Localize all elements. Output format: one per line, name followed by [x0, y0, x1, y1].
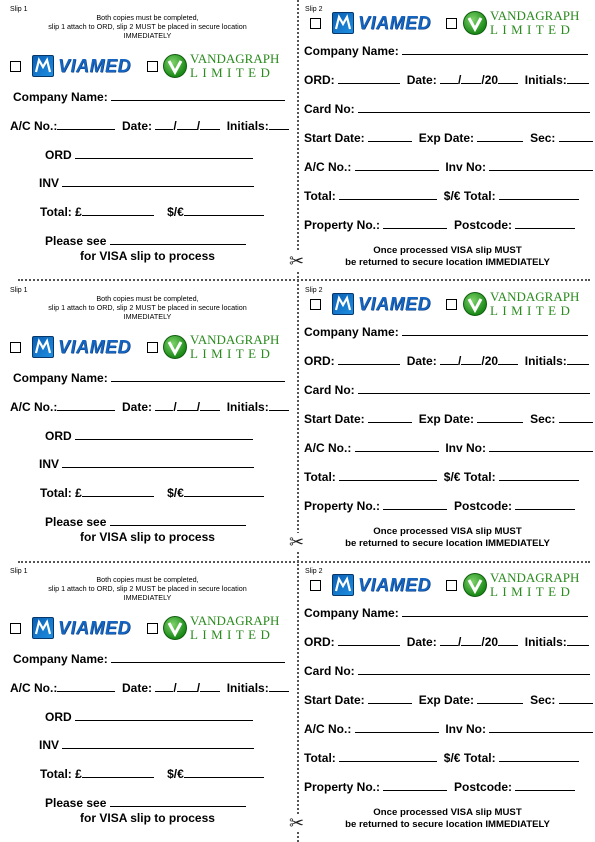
- start-exp-sec-field[interactable]: Start Date: Exp Date: Sec:: [304, 411, 593, 426]
- viamed-checkbox[interactable]: [310, 580, 321, 591]
- ac-date-initials-field[interactable]: A/C No.: Date: / / Initials:: [10, 399, 289, 414]
- ord-field[interactable]: ORD: [45, 428, 253, 443]
- vandagraph-checkbox[interactable]: [446, 299, 457, 310]
- total-field[interactable]: Total: £ $/€: [40, 204, 264, 219]
- card-number-field[interactable]: Card No:: [304, 382, 590, 397]
- viamed-badge-icon: [332, 293, 354, 315]
- ac-date-initials-field[interactable]: A/C No.: Date: / / Initials:: [10, 118, 289, 133]
- ord-date-initials-field[interactable]: ORD: Date: / /20 Initials:: [304, 353, 589, 368]
- slip-2: Slip 2 VIAMED VANDAGRAPH LIMITED Company Name: ORD: Date: / /20 Initials: Card No: Start Date: Exp Date: Sec: A/C No.: Inv No: Total: $/€ Total: Property No.: Postcode: Once processed VISA slip MUST be returned to secure location IMMEDIATELY: [300, 562, 595, 842]
- viamed-badge-icon: [32, 617, 54, 639]
- viamed-badge-icon: [332, 574, 354, 596]
- return-instruction: Once processed VISA slip MUST be returned to secure location IMMEDIATELY: [345, 526, 550, 549]
- ac-inv-field[interactable]: A/C No.: Inv No:: [304, 721, 593, 736]
- viamed-checkbox[interactable]: [310, 299, 321, 310]
- ord-date-initials-field[interactable]: ORD: Date: / /20 Initials:: [304, 72, 589, 87]
- start-exp-sec-field[interactable]: Start Date: Exp Date: Sec:: [304, 130, 593, 145]
- viamed-logo: VIAMED: [332, 574, 431, 596]
- return-instruction: Once processed VISA slip MUST be returned to secure location IMMEDIATELY: [345, 245, 550, 268]
- slip-number: Slip 1: [10, 6, 28, 13]
- inv-field[interactable]: INV: [39, 456, 254, 471]
- ord-field[interactable]: ORD: [45, 709, 253, 724]
- slip-number: Slip 2: [305, 287, 323, 294]
- scissors-icon: ✂: [289, 251, 305, 271]
- viamed-logo: VIAMED: [332, 293, 431, 315]
- property-postcode-field[interactable]: Property No.: Postcode:: [304, 779, 575, 794]
- start-exp-sec-field[interactable]: Start Date: Exp Date: Sec:: [304, 692, 593, 707]
- total-field[interactable]: Total: £ $/€: [40, 766, 264, 781]
- visa-slip-note: for VISA slip to process: [80, 249, 215, 263]
- slip-1: Slip 1 Both copies must be completed, slip 1 attach to ORD, slip 2 MUST be placed in secure location IMMEDIATELY VIAMED VANDAGRAPH LIMITED Company Name: A/C No.: Date: / / Initials: ORD INV Total: £ $/€ Please see for VISA slip to process: [0, 562, 295, 842]
- vandagraph-checkbox[interactable]: [446, 580, 457, 591]
- vandagraph-v-icon: [163, 616, 187, 640]
- return-instruction: Once processed VISA slip MUST be returned to secure location IMMEDIATELY: [345, 807, 550, 830]
- voucher-row: [0, 281, 595, 561]
- total-field[interactable]: Total: $/€ Total:: [304, 469, 579, 484]
- please-see-field[interactable]: Please see: [45, 514, 246, 529]
- viamed-logo: VIAMED: [332, 12, 431, 34]
- vandagraph-checkbox[interactable]: [147, 342, 158, 353]
- company-name-field[interactable]: Company Name:: [13, 89, 285, 104]
- viamed-checkbox[interactable]: [10, 61, 21, 72]
- viamed-badge-icon: [32, 55, 54, 77]
- ac-inv-field[interactable]: A/C No.: Inv No:: [304, 159, 593, 174]
- company-name-field[interactable]: Company Name:: [304, 324, 588, 339]
- instruction-note: Both copies must be completed, slip 1 attach to ORD, slip 2 MUST be placed in secure location IMMEDIATELY: [48, 13, 247, 40]
- vandagraph-v-icon: [163, 335, 187, 359]
- slip-number: Slip 1: [10, 287, 28, 294]
- company-name-field[interactable]: Company Name:: [304, 43, 588, 58]
- slip-number: Slip 2: [305, 6, 323, 13]
- ord-field[interactable]: ORD: [45, 147, 253, 162]
- vandagraph-checkbox[interactable]: [147, 623, 158, 634]
- viamed-checkbox[interactable]: [10, 342, 21, 353]
- company-name-field[interactable]: Company Name:: [13, 651, 285, 666]
- total-field[interactable]: Total: £ $/€: [40, 485, 264, 500]
- scissors-icon: ✂: [289, 813, 305, 833]
- ac-inv-field[interactable]: A/C No.: Inv No:: [304, 440, 593, 455]
- viamed-checkbox[interactable]: [10, 623, 21, 634]
- vandagraph-checkbox[interactable]: [446, 18, 457, 29]
- slip-2: Slip 2 VIAMED VANDAGRAPH LIMITED Company Name: ORD: Date: / /20 Initials: Card No: Start Date: Exp Date: Sec: A/C No.: Inv No: Total: $/€ Total: Property No.: Postcode: Once processed VISA slip MUST be returned to secure location IMMEDIATELY: [300, 281, 595, 561]
- visa-slip-note: for VISA slip to process: [80, 811, 215, 825]
- inv-field[interactable]: INV: [39, 175, 254, 190]
- instruction-note: Both copies must be completed, slip 1 attach to ORD, slip 2 MUST be placed in secure location IMMEDIATELY: [48, 294, 247, 321]
- slip-2: Slip 2 VIAMED VANDAGRAPH LIMITED Company Name: ORD: Date: / /20 Initials: Card No: Start Date: Exp Date: Sec: A/C No.: Inv No: Total: $/€ Total: Property No.: Postcode: Once processed VISA slip MUST be returned to secure location IMMEDIATELY: [300, 0, 595, 280]
- vandagraph-checkbox[interactable]: [147, 61, 158, 72]
- viamed-logo: VIAMED: [32, 617, 131, 639]
- company-name-field[interactable]: Company Name:: [13, 370, 285, 385]
- vandagraph-v-icon: [463, 573, 487, 597]
- card-number-field[interactable]: Card No:: [304, 663, 590, 678]
- vandagraph-v-icon: [463, 292, 487, 316]
- viamed-badge-icon: [332, 12, 354, 34]
- ord-date-initials-field[interactable]: ORD: Date: / /20 Initials:: [304, 634, 589, 649]
- slip-number: Slip 1: [10, 568, 28, 575]
- inv-field[interactable]: INV: [39, 737, 254, 752]
- ac-date-initials-field[interactable]: A/C No.: Date: / / Initials:: [10, 680, 289, 695]
- viamed-logo: VIAMED: [32, 55, 131, 77]
- viamed-logo: VIAMED: [32, 336, 131, 358]
- visa-slip-note: for VISA slip to process: [80, 530, 215, 544]
- vandagraph-v-icon: [163, 54, 187, 78]
- card-number-field[interactable]: Card No:: [304, 101, 590, 116]
- slip-1: Slip 1 Both copies must be completed, slip 1 attach to ORD, slip 2 MUST be placed in secure location IMMEDIATELY VIAMED VANDAGRAPH LIMITED Company Name: A/C No.: Date: / / Initials: ORD INV Total: £ $/€ Please see for VISA slip to process: [0, 281, 295, 561]
- total-field[interactable]: Total: $/€ Total:: [304, 188, 579, 203]
- voucher-row: [0, 0, 595, 280]
- please-see-field[interactable]: Please see: [45, 233, 246, 248]
- company-name-field[interactable]: Company Name:: [304, 605, 588, 620]
- slip-number: Slip 2: [305, 568, 323, 575]
- property-postcode-field[interactable]: Property No.: Postcode:: [304, 217, 575, 232]
- scissors-icon: ✂: [289, 532, 305, 552]
- vandagraph-v-icon: [463, 11, 487, 35]
- viamed-badge-icon: [32, 336, 54, 358]
- slip-1: Slip 1 Both copies must be completed, slip 1 attach to ORD, slip 2 MUST be placed in secure location IMMEDIATELY VIAMED VANDAGRAPH LIMITED Company Name: A/C No.: Date: / / Initials: ORD INV Total: £ $/€ Please see for VISA slip to process: [0, 0, 295, 280]
- please-see-field[interactable]: Please see: [45, 795, 246, 810]
- voucher-row: [0, 562, 595, 842]
- instruction-note: Both copies must be completed, slip 1 attach to ORD, slip 2 MUST be placed in secure location IMMEDIATELY: [48, 575, 247, 602]
- total-field[interactable]: Total: $/€ Total:: [304, 750, 579, 765]
- property-postcode-field[interactable]: Property No.: Postcode:: [304, 498, 575, 513]
- viamed-checkbox[interactable]: [310, 18, 321, 29]
